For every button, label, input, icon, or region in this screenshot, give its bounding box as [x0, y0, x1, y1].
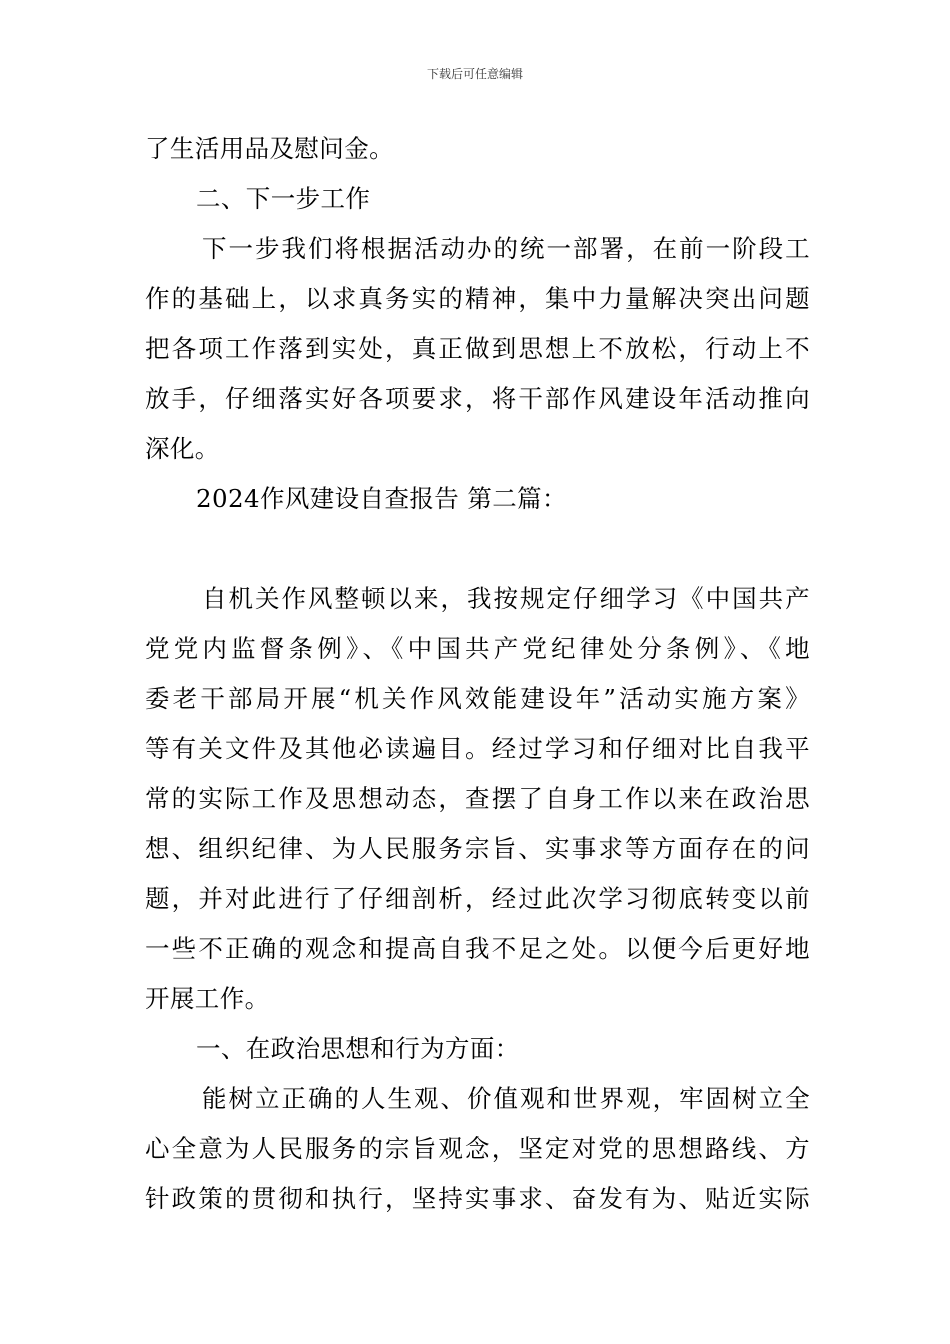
text-line: 深化。: [145, 434, 220, 463]
text-line: 想、组织纪律、为人民服务宗旨、实事求等方面存在的问: [145, 834, 810, 863]
text-line: 放手，仔细落实好各项要求，将干部作风建设年活动推向: [145, 384, 810, 413]
text-line: 常的实际工作及思想动态，查摆了自身工作以来在政治思: [145, 784, 810, 813]
text-line: 题，并对此进行了仔细剖析，经过此次学习彻底转变以前: [145, 884, 810, 913]
text-line: 开展工作。: [145, 984, 270, 1013]
section-heading: 二、下一步工作: [196, 184, 371, 213]
text-line: 针政策的贯彻和执行，坚持实事求、奋发有为、贴近实际: [145, 1184, 810, 1213]
text-line: 心全意为人民服务的宗旨观念，坚定对党的思想路线、方: [145, 1134, 810, 1163]
section-title: 2024作风建设自查报告 第二篇：: [196, 484, 567, 513]
text-line: 自机关作风整顿以来，我按规定仔细学习《中国共产: [202, 584, 810, 613]
section-heading: 一、在政治思想和行为方面：: [196, 1034, 520, 1063]
text-line: 一些不正确的观念和提高自我不足之处。以便今后更好地: [145, 934, 810, 963]
text-line: 了生活用品及慰问金。: [145, 134, 394, 163]
text-line: 能树立正确的人生观、价值观和世界观，牢固树立全: [202, 1084, 810, 1113]
text-line: 等有关文件及其他必读遍目。经过学习和仔细对比自我平: [145, 734, 810, 763]
text-line: 把各项工作落到实处，真正做到思想上不放松，行动上不: [145, 334, 810, 363]
text-line: 作的基础上，以求真务实的精神，集中力量解决突出问题: [145, 284, 810, 313]
page-header: 下载后可任意编辑: [426, 67, 523, 81]
text-line: 下一步我们将根据活动办的统一部署，在前一阶段工: [202, 234, 810, 263]
text-line: 党党内监督条例》、《中国共产党纪律处分条例》、《地: [145, 634, 810, 663]
text-line: 委老干部局开展“机关作风效能建设年”活动实施方案》: [145, 684, 810, 713]
